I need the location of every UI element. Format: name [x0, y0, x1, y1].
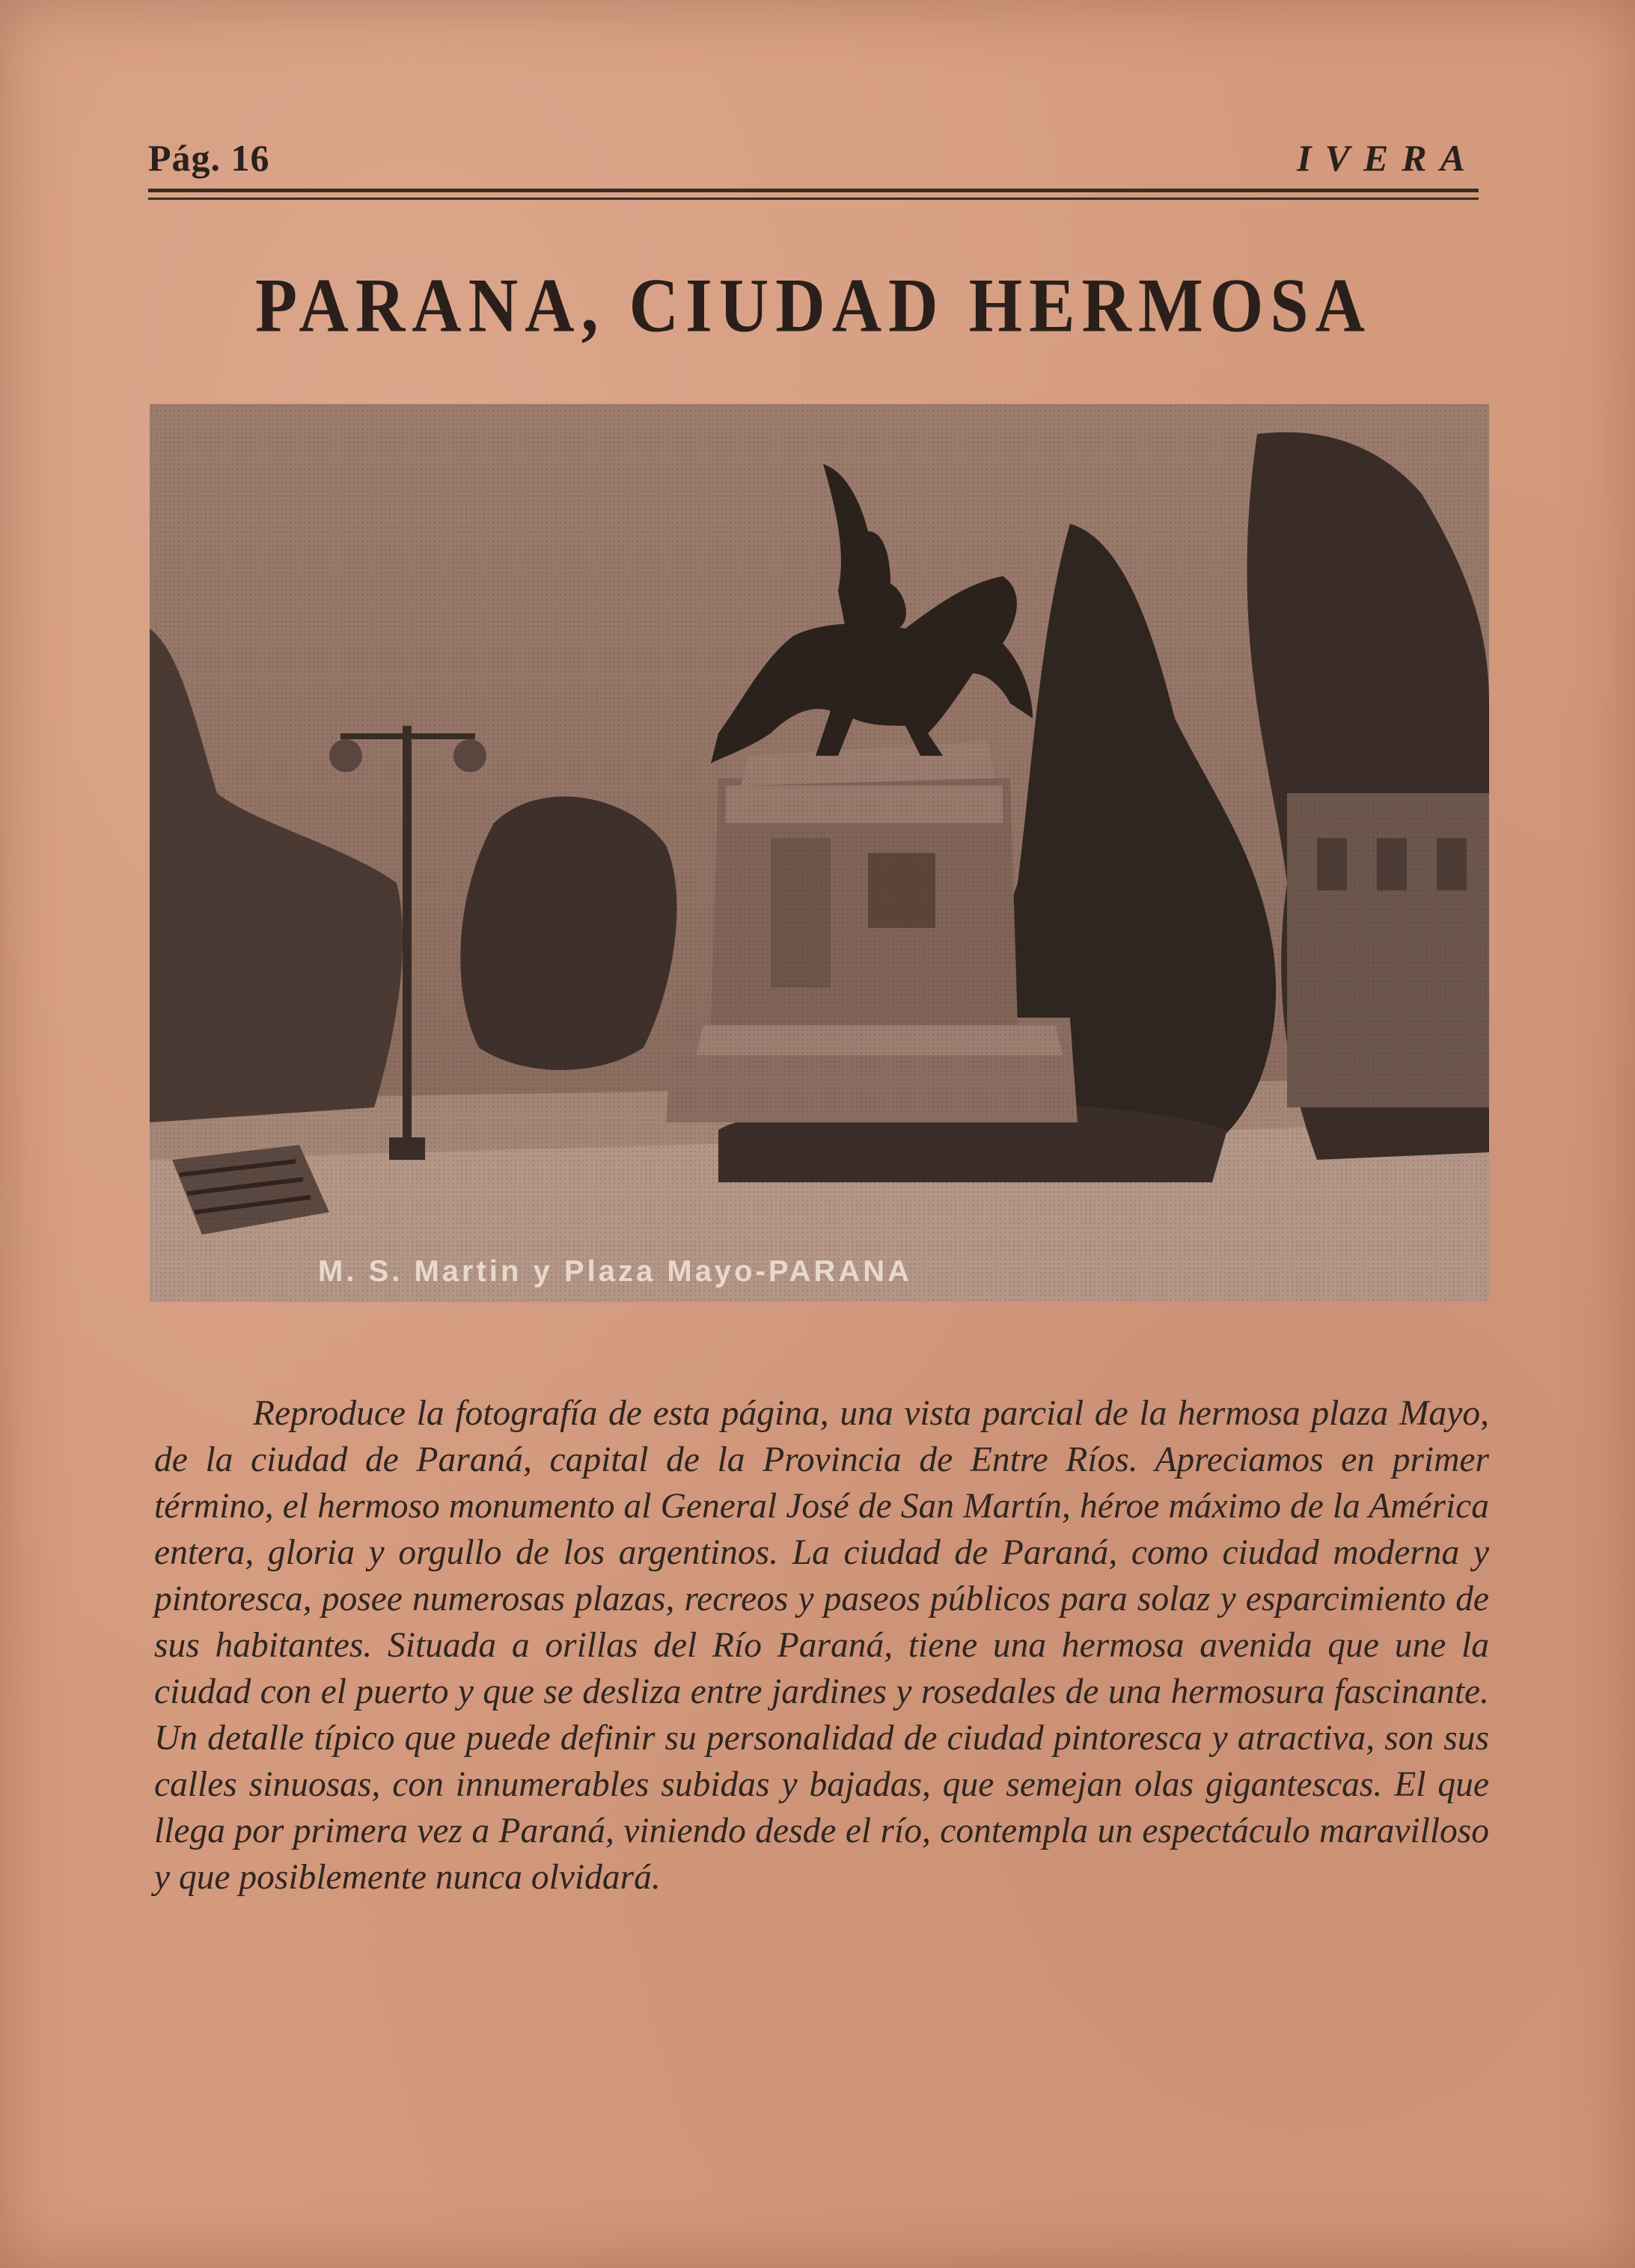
plaza-mayo-photo	[150, 404, 1489, 1302]
monument-illustration	[150, 404, 1489, 1302]
article-paragraph: Reproduce la fotografía de esta página, una vista parcial de la hermosa plaza Mayo, de la ciudad de Paraná, capital de la Provincia de Entre Ríos. Apreciamos en primer término, el hermoso monumento al General José de San Martín, héroe máximo de la América entera, gloria y orgullo de los argentinos. La ciudad de Paraná, como ciudad moderna y pintoresca, posee numerosas plazas, recreos y paseos públicos para solaz y esparcimiento de sus habitantes. Situada a orillas del Río Paraná, tiene una hermosa avenida que une la ciudad con el puerto y que se desliza entre jardines y rosedales de una hermosura fascinante. Un detalle típico que puede definir su personalidad de ciudad pintoresca y atractiva, son sus calles sinuosas, con innumerables subidas y bajadas, que semejan olas gigantescas. El que llega por primera vez a Paraná, viniendo desde el río, contempla un espectáculo maravilloso y que posiblemente nunca olvidará.	[154, 1394, 1489, 1897]
page-number: Pág. 16	[148, 137, 270, 179]
magazine-name: IVERA	[1297, 137, 1479, 179]
article-body	[154, 1390, 1489, 1901]
header-rule-thin	[148, 198, 1479, 200]
running-header	[148, 136, 1479, 189]
article-title: PARANA, CIUDAD HERMOSA	[255, 262, 1372, 349]
header-rule-thick	[148, 189, 1479, 192]
photo-caption: M. S. Martin y Plaza Mayo-PARANA	[318, 1255, 913, 1288]
